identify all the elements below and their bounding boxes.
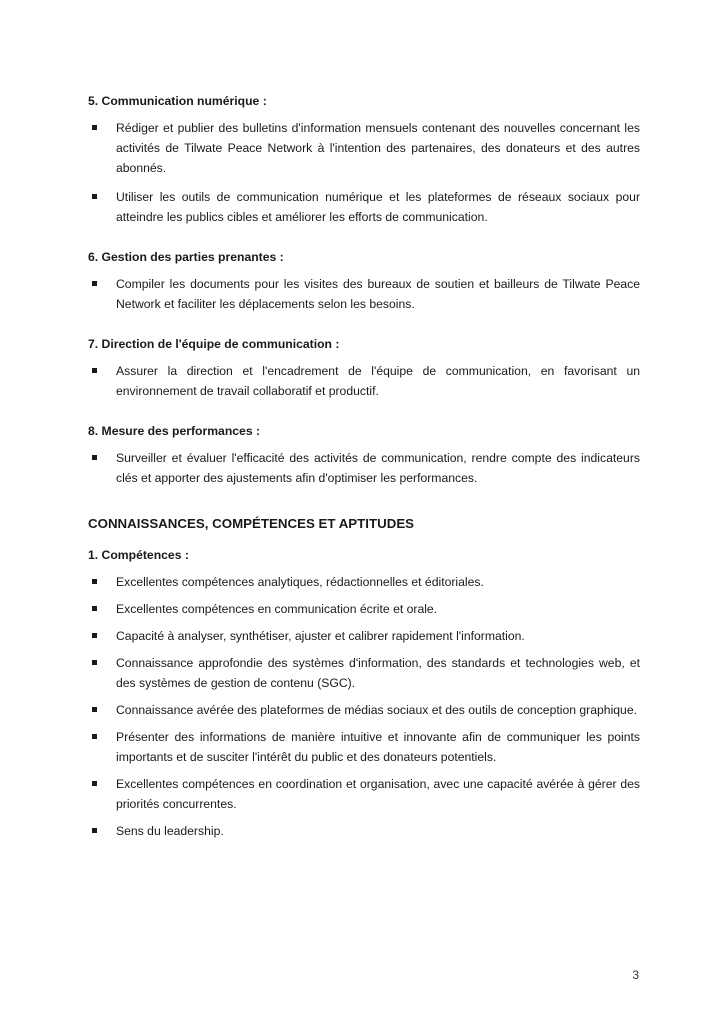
section-heading-mesure-performances: 8. Mesure des performances : [88,424,261,438]
list-item: Excellentes compétences en coordination et organisation, avec une capacité avérée à gérer des priorités concurrentes. [88,774,640,814]
list-item: Assurer la direction et l'encadrement de l'équipe de communication, en favorisant un environnement de travail collaboratif et productif. [88,361,640,401]
section-heading-gestion-parties-prenantes: 6. Gestion des parties prenantes : [88,250,284,264]
bullet-list [88,361,640,401]
page-number: 3 [632,968,639,982]
section-heading-competences: 1. Compétences : [88,548,189,562]
bullet-list [88,572,640,841]
square-bullet-icon [92,707,97,712]
square-bullet-icon [92,828,97,833]
list-item: Capacité à analyser, synthétiser, ajuster et calibrer rapidement l'information. [88,626,640,646]
list-item: Connaissance approfondie des systèmes d'information, des standards et technologies web, et des systèmes de gestion de contenu (SGC). [88,653,640,693]
list-item: Sens du leadership. [88,821,640,841]
square-bullet-icon [92,281,97,286]
square-bullet-icon [92,579,97,584]
list-item: Présenter des informations de manière intuitive et innovante afin de communiquer les points importants et de susciter l'intérêt du public et des donateurs potentiels. [88,727,640,767]
square-bullet-icon [92,194,97,199]
list-item: Compiler les documents pour les visites des bureaux de soutien et bailleurs de Tilwate Peace Network et faciliter les déplacements selon les besoins. [88,274,640,314]
square-bullet-icon [92,455,97,460]
major-heading: CONNAISSANCES, COMPÉTENCES ET APTITUDES [88,516,415,531]
list-item: Connaissance avérée des plateformes de médias sociaux et des outils de conception graphique. [88,700,640,720]
list-item: Surveiller et évaluer l'efficacité des activités de communication, rendre compte des indicateurs clés et apporter des ajustements afin d'optimiser les performances. [88,448,640,488]
bullet-list [88,448,640,488]
page-content [88,92,640,848]
list-item: Excellentes compétences en communication écrite et orale. [88,599,640,619]
square-bullet-icon [92,660,97,665]
section-heading-communication-numerique: 5. Communication numérique : [88,94,267,108]
list-item: Utiliser les outils de communication numérique et les plateformes de réseaux sociaux pour atteindre les publics cibles et améliorer les efforts de communication. [88,187,640,227]
square-bullet-icon [92,781,97,786]
bullet-list [88,118,640,227]
square-bullet-icon [92,734,97,739]
square-bullet-icon [92,125,97,130]
square-bullet-icon [92,606,97,611]
list-item: Rédiger et publier des bulletins d'information mensuels contenant des nouvelles concernant les activités de Tilwate Peace Network à l'intention des partenaires, des donateurs et des autres abonnés. [88,118,640,178]
square-bullet-icon [92,368,97,373]
list-item: Excellentes compétences analytiques, rédactionnelles et éditoriales. [88,572,640,592]
bullet-list [88,274,640,314]
section-heading-direction-equipe: 7. Direction de l'équipe de communication : [88,337,340,351]
square-bullet-icon [92,633,97,638]
